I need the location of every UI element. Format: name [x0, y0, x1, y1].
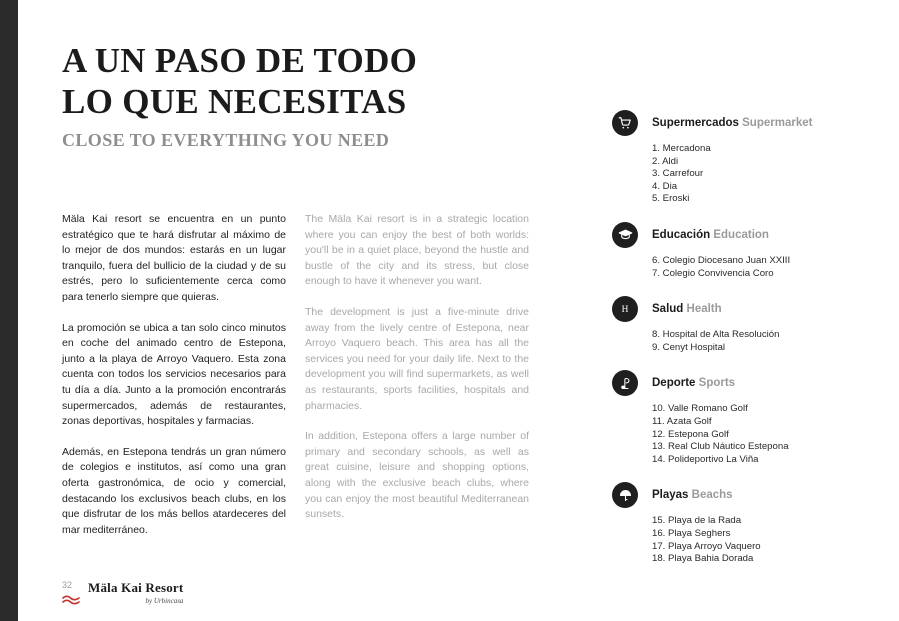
- list-item: 16. Playa Seghers: [652, 527, 731, 539]
- list-item: 13. Real Club Náutico Estepona: [652, 441, 789, 453]
- list-item: 18. Playa Bahia Dorada: [652, 553, 754, 565]
- category-title-es: Educación: [652, 228, 711, 241]
- headline-line-1: A UN PASO DE TODO: [62, 41, 418, 80]
- page-title: [62, 40, 582, 122]
- body-column-spanish: [62, 212, 286, 553]
- paragraph: Además, en Estepona tendrás un gran número de colegios e institutos, así como una gran oferta gastronómica, de ocio y comercial, destacando los exclusivos beach clubs, en los que disfrutar de los más bellos atardeceres del mar mediterráneo.: [62, 445, 286, 536]
- category-title: [652, 229, 769, 241]
- page-subtitle: CLOSE TO EVERYTHING YOU NEED: [62, 130, 390, 150]
- paragraph: La promoción se ubica a tan solo cinco minutos en coche del animado centro de Estepona, junto a la playa de Arroyo Vaquero. Esta zona cuenta con todos los servicios necesarios para tu día a día. Junto a la promoción encontrarás supermercados, además de restaurantes, zonas deportivas, hospitales y farmacias.: [62, 321, 286, 428]
- category-title-es: Salud: [652, 303, 684, 316]
- graduation-cap-icon: [612, 222, 638, 248]
- category-item-list: [652, 255, 872, 280]
- paragraph: The development is just a five-minute drive away from the lively centre of Estepona, near Arroyo Vaquero beach. This area has all the services you need for your daily life. Next to the development you will find supermarkets, as well as restaurants, sports facilities, hospitals and pharmacies.: [305, 305, 529, 412]
- category-title-en: Supermarket: [742, 117, 813, 129]
- list-item: 7. Colegio Convivencia Coro: [652, 267, 774, 279]
- category-supermarket: [612, 110, 872, 206]
- beach-umbrella-icon: [612, 482, 638, 508]
- brand-name: Mäla Kai Resort: [88, 580, 184, 595]
- category-title-en: Sports: [698, 377, 736, 390]
- category-beaches: [612, 482, 872, 565]
- list-item: 8. Hospital de Alta Resolución: [652, 329, 780, 341]
- hospital-h-icon: [612, 296, 638, 322]
- category-title: [652, 489, 733, 501]
- list-item: 10. Valle Romano Golf: [652, 403, 748, 415]
- category-title: [652, 117, 812, 129]
- page-left-edge: [0, 0, 18, 621]
- golf-icon: [612, 370, 638, 396]
- brand-byline: by Urbincasa: [145, 597, 184, 605]
- list-item: 3. Carrefour: [652, 168, 704, 180]
- svg-text:H: H: [621, 305, 629, 316]
- category-title-es: Playas: [652, 489, 689, 502]
- category-health: [612, 296, 872, 354]
- paragraph: The Mäla Kai resort is in a strategic location where you can enjoy the best of both worlds: you'll be in a quiet place, beyond the hustle and bustle of the city and its stress, but close enough to have it whenever you want.: [305, 213, 529, 288]
- amenities-panel: [612, 110, 872, 582]
- category-item-list: [652, 403, 872, 466]
- category-title-es: Supermercados: [652, 117, 739, 129]
- category-header: [612, 370, 872, 396]
- list-item: 2. Aldi: [652, 155, 679, 167]
- category-item-list: [652, 515, 872, 565]
- category-title-en: Education: [713, 228, 769, 241]
- category-title-en: Beachs: [691, 489, 733, 502]
- category-header: [612, 296, 872, 322]
- list-item: 15. Playa de la Rada: [652, 515, 742, 527]
- shopping-cart-icon: [612, 110, 638, 136]
- category-title: [652, 377, 735, 389]
- list-item: 14. Polideportivo La Viña: [652, 453, 759, 465]
- list-item: 12. Estepona Golf: [652, 428, 729, 440]
- list-item: 5. Eroski: [652, 193, 690, 205]
- category-sports: [612, 370, 872, 466]
- list-item: 17. Playa Arroyo Vaquero: [652, 540, 761, 552]
- category-item-list: [652, 329, 872, 354]
- category-title-en: Health: [686, 303, 722, 316]
- page-number: 32: [62, 580, 73, 590]
- paragraph: In addition, Estepona offers a large number of primary and secondary schools, as well as great cuisine, leisure and shopping options, along with the exclusive beach clubs, where you can enjoy the most beautiful Mediterranean sunsets.: [305, 430, 529, 521]
- category-title-es: Deporte: [652, 377, 696, 390]
- list-item: 4. Dia: [652, 180, 678, 192]
- footer-brand: [88, 580, 183, 605]
- headline-line-2: LO QUE NECESITAS: [62, 82, 407, 121]
- list-item: 11. Azata Golf: [652, 415, 712, 427]
- body-column-english: [305, 212, 529, 538]
- category-header: [612, 222, 872, 248]
- list-item: 1. Mercadona: [652, 143, 711, 154]
- category-title: [652, 303, 722, 315]
- list-item: 6. Colegio Diocesano Juan XXIII: [652, 254, 791, 266]
- list-item: 9. Cenyt Hospital: [652, 341, 726, 353]
- category-header: [612, 482, 872, 508]
- paragraph: Mäla Kai resort se encuentra en un punto estratégico que te hará disfrutar al máximo de lo mejor de dos mundos: estarás en un lugar tranquilo, fuera del bullicio de la ciudad y de su estrés, pero lo suficientemente cerca como para tenerlo siempre que quieras.: [62, 213, 286, 303]
- wave-logo-icon: [62, 592, 80, 602]
- category-item-list: [652, 143, 872, 206]
- category-education: [612, 222, 872, 280]
- category-header: [612, 110, 872, 136]
